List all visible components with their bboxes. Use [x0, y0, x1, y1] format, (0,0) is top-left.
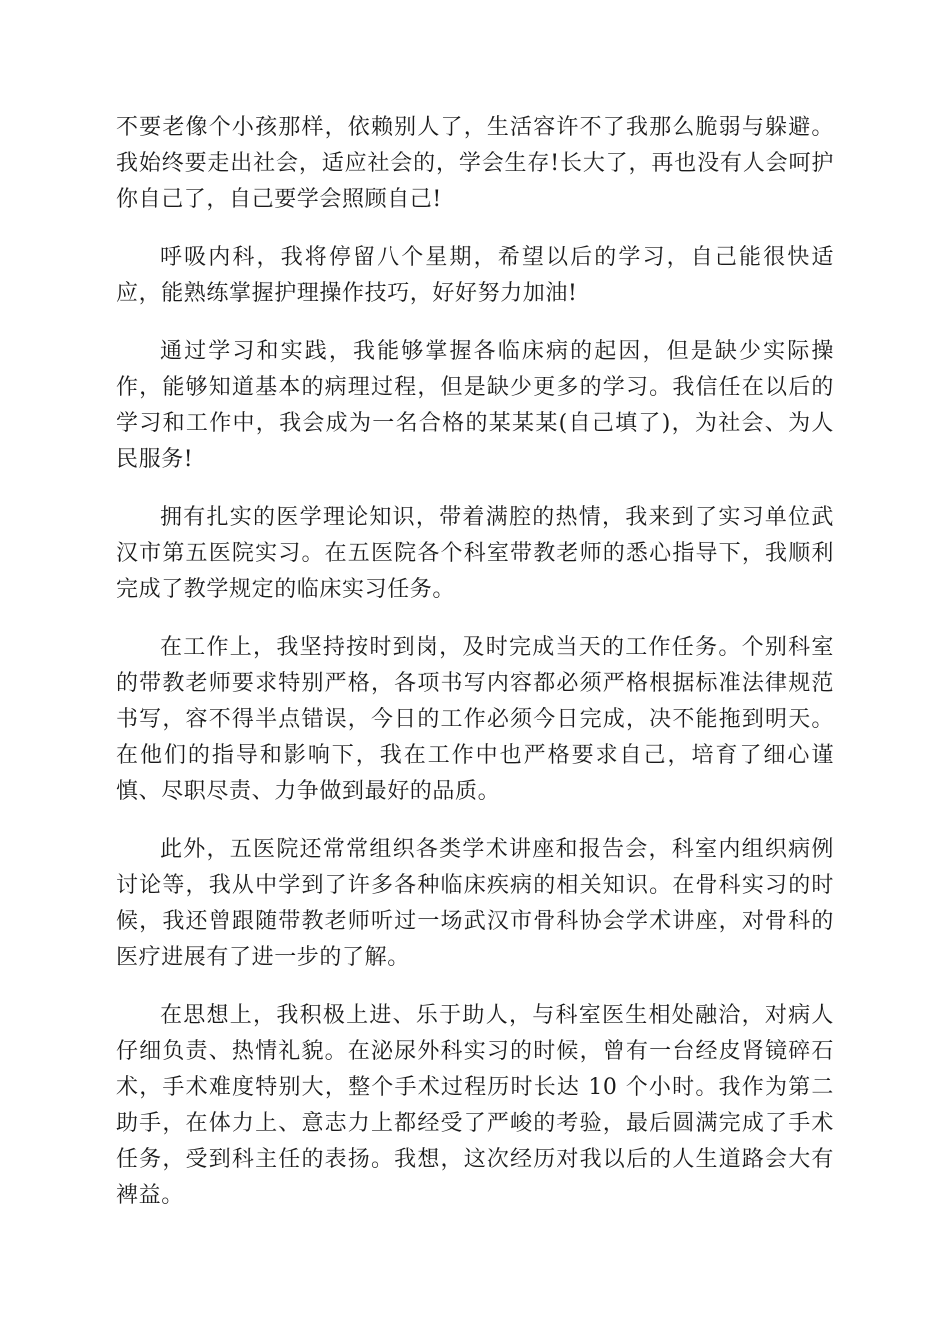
- paragraph-2: 呼吸内科，我将停留八个星期，希望以后的学习，自己能很快适应，能熟练掌握护理操作技巧，好好努力加油!: [116, 245, 834, 306]
- paragraph-5: 在工作上，我坚持按时到岗，及时完成当天的工作任务。个别科室的带教老师要求特别严格，各项书写内容都必须严格根据标准法律规范书写，容不得半点错误，今日的工作必须今日完成，决不能拖到明天。在他们的指导和影响下，我在工作中也严格要求自己，培育了细心谨慎、尽职尽责、力争做到最好的品质。: [116, 635, 834, 804]
- paragraph-1: 不要老像个小孩那样，依赖别人了，生活容许不了我那么脆弱与躲避。我始终要走出社会，适应社会的，学会生存!长大了，再也没有人会呵护你自己了，自己要学会照顾自己!: [116, 115, 834, 212]
- paragraph-6: 此外，五医院还常常组织各类学术讲座和报告会，科室内组织病例讨论等，我从中学到了许多各种临床疾病的相关知识。在骨科实习的时候，我还曾跟随带教老师听过一场武汉市骨科协会学术讲座，对骨科的医疗进展有了进一步的了解。: [116, 837, 834, 970]
- paragraph-3: 通过学习和实践，我能够掌握各临床病的起因，但是缺少实际操作，能够知道基本的病理过程，但是缺少更多的学习。我信任在以后的学习和工作中，我会成为一名合格的某某某(自己填了)，为社会、为人民服务!: [116, 339, 834, 472]
- document-body: [116, 110, 834, 1236]
- paragraph-4: 拥有扎实的医学理论知识，带着满腔的热情，我来到了实习单位武汉市第五医院实习。在五医院各个科室带教老师的悉心指导下，我顺利完成了教学规定的临床实习任务。: [116, 505, 834, 602]
- paragraph-7: 在思想上，我积极上进、乐于助人，与科室医生相处融洽，对病人仔细负责、热情礼貌。在泌尿外科实习的时候，曾有一台经皮肾镜碎石术，手术难度特别大，整个手术过程历时长达 10 个小时。我作为第二助手，在体力上、意志力上都经受了严峻的考验，最后圆满完成了手术任务，受到科主任的表扬。我想，这次经历对我以后的人生道路会大有裨益。: [116, 1003, 834, 1208]
